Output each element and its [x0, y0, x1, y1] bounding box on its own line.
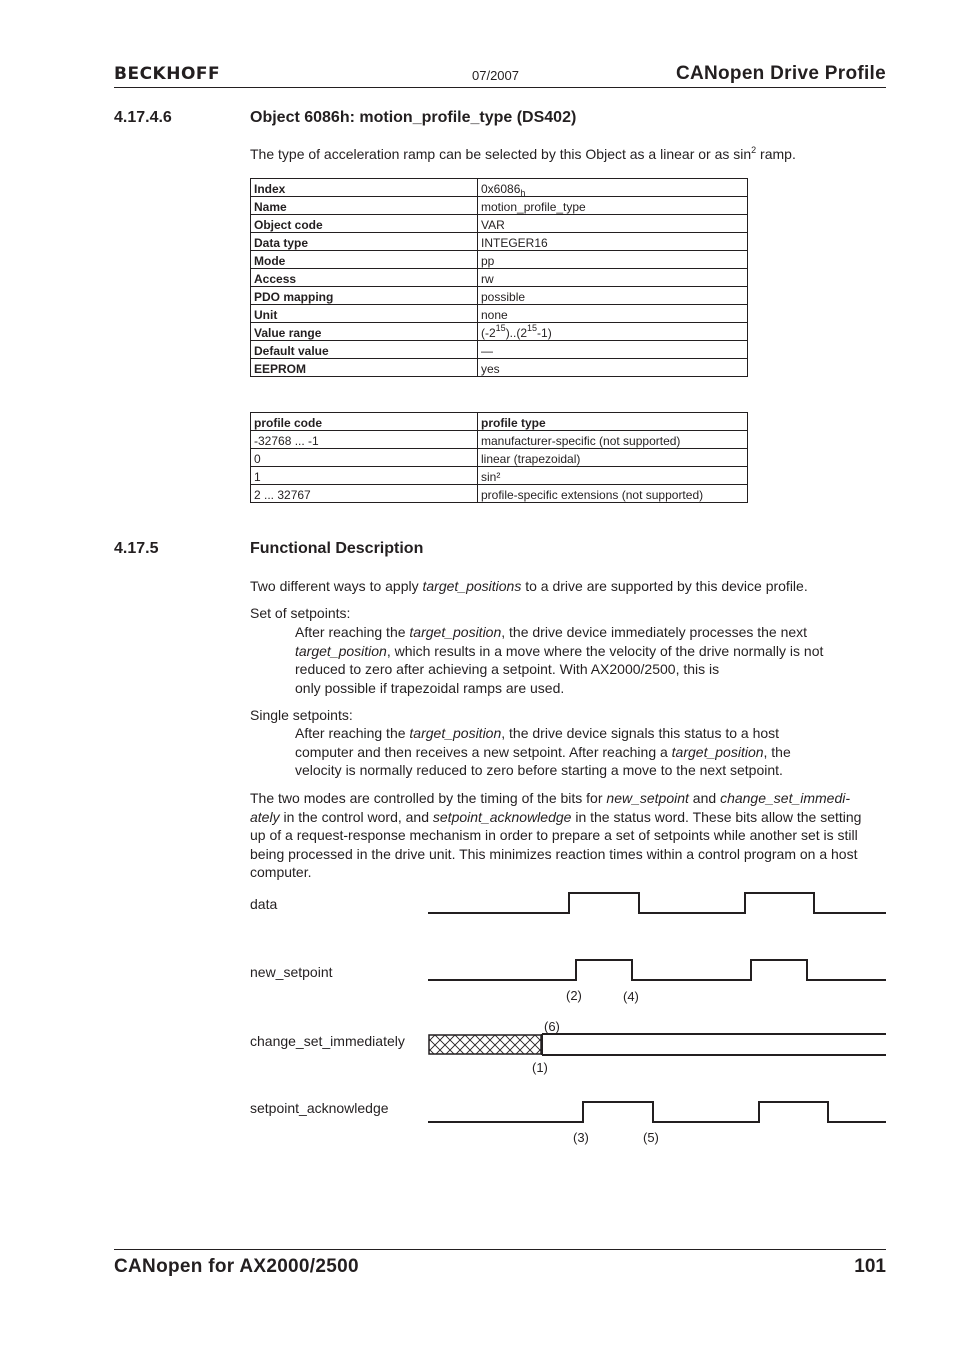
- brand-logo: BECKHOFF: [114, 64, 221, 84]
- table-row: PDO mapping possible: [251, 287, 748, 305]
- header-title: CANopen Drive Profile: [675, 63, 886, 84]
- table-row: Object code VAR: [251, 215, 748, 233]
- table-row: -32768 ... -1 manufacturer-specific (not supported): [251, 431, 748, 449]
- signal-label-data: data: [250, 896, 278, 912]
- set-of-setpoints-text: After reaching the target_position, the drive device immediately processes the next target_position, which results in a move where the velocity of the drive normally is not reduced to zero after achieving a setpoint. With AX2000/2500, this is only possible if trapezoidal ramps are used.: [295, 624, 824, 696]
- section-title: Functional Description: [250, 540, 424, 557]
- table-row: Unit none: [251, 305, 748, 323]
- footer-rule: [114, 1249, 886, 1250]
- undefined-state-hatch: [429, 1035, 541, 1054]
- marker-3: (3): [573, 1130, 589, 1145]
- waveform-new-setpoint: [428, 960, 886, 980]
- marker-6: (6): [544, 1019, 560, 1034]
- waveform-setpoint-acknowledge: [428, 1102, 886, 1122]
- table-row: Data type INTEGER16: [251, 233, 748, 251]
- paragraph: The two modes are controlled by the timing of the bits for new_setpoint and change_set_immedi- ately in the control word, and setpoint_acknowledge in the status word. These bits allow the setting up of a request-response mechanism in order to prepare a set of setpoints while another set is still being processed in the drive unit. This minimizes reaction times within a control program on a host computer.: [250, 790, 862, 880]
- signal-label-setpoint-acknowledge: setpoint_acknowledge: [250, 1100, 389, 1116]
- table-row: Index $0x6086_h$: [251, 179, 748, 197]
- table-row: Name motion_profile_type: [251, 197, 748, 215]
- table-row: Mode pp: [251, 251, 748, 269]
- table-row: Access rw: [251, 269, 748, 287]
- section-number: 4.17.4.6: [114, 109, 172, 126]
- table-row: 2 ... 32767 profile-specific extensions (not supported): [251, 485, 748, 503]
- signal-label-change-set-immediately: change_set_immediately: [250, 1033, 405, 1049]
- section-title: Object 6086h: motion_profile_type (DS402): [250, 109, 577, 126]
- intro-paragraph: The type of acceleration ramp can be selected by this Object as a linear or as $\sin^2$ ramp.: [250, 145, 796, 162]
- table-row: 0 linear (trapezoidal): [251, 449, 748, 467]
- single-setpoints-text: After reaching the target_position, the drive device signals this status to a host computer and then receives a new setpoint. After reaching a target_position, the velocity is normally reduced to zero before starting a move to the next setpoint.: [295, 725, 791, 778]
- table-row: Value range $(-2^{15})..(2^{15}-1)$: [251, 323, 748, 341]
- waveform-data: [428, 893, 886, 913]
- header-date: 07/2007: [472, 68, 519, 83]
- page-number: 101: [854, 1256, 886, 1277]
- table-header-row: profile code profile type: [251, 413, 748, 431]
- single-setpoints-label: Single setpoints:: [250, 707, 353, 723]
- set-of-setpoints-label: Set of setpoints:: [250, 605, 351, 621]
- section-number: 4.17.5: [114, 540, 159, 557]
- paragraph: Two different ways to apply target_positions to a drive are supported by this device profile.: [250, 578, 808, 594]
- marker-4: (4): [623, 989, 639, 1004]
- footer-title: CANopen for AX2000/2500: [114, 1256, 359, 1277]
- table-row: 1 sin²: [251, 467, 748, 485]
- marker-1: (1): [532, 1060, 548, 1075]
- marker-5: (5): [643, 1130, 659, 1145]
- table-row: Default value —: [251, 341, 748, 359]
- marker-2: (2): [566, 988, 582, 1003]
- table-row: EEPROM yes: [251, 359, 748, 377]
- signal-label-new-setpoint: new_setpoint: [250, 964, 333, 980]
